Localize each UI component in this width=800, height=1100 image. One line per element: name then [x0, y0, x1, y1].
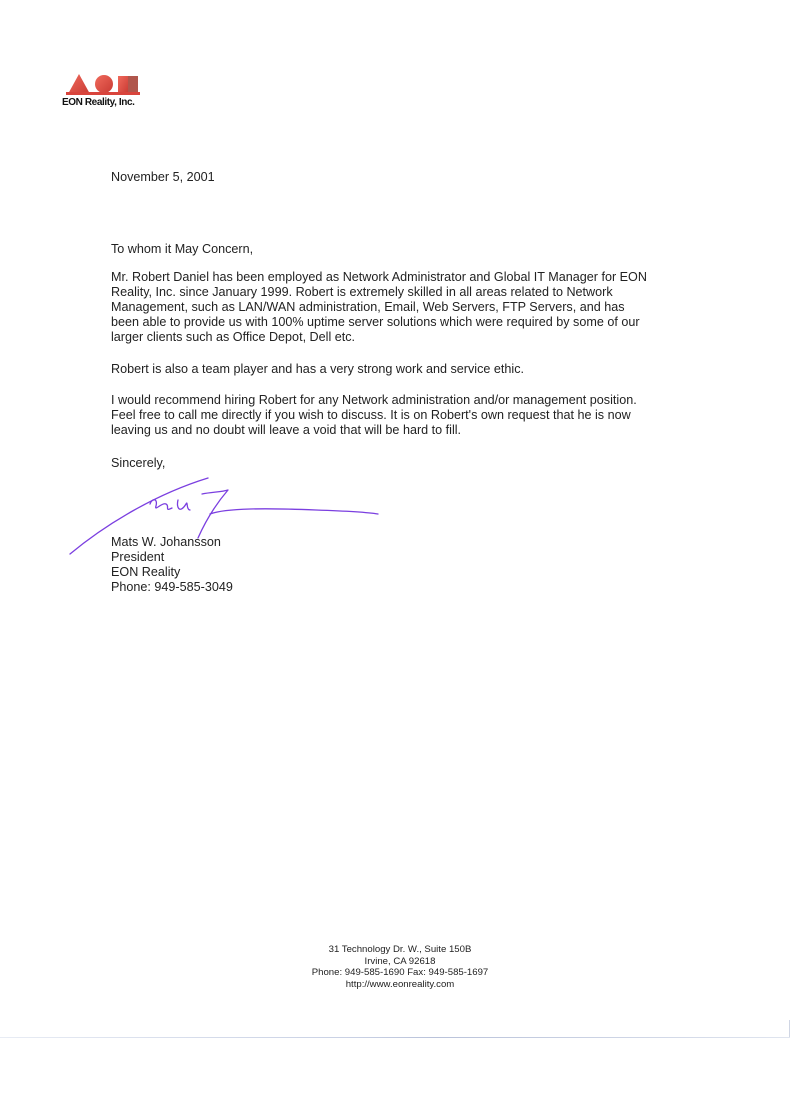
letterhead-footer: [250, 944, 550, 990]
footer-website: http://www.eonreality.com: [345, 978, 455, 990]
paragraph-line: I would recommend hiring Robert for any Network administration and/or management position.: [111, 393, 637, 407]
company-logo: [62, 72, 162, 112]
paragraph-line: Reality, Inc. since January 1999. Robert is extremely skilled in all areas related to Network: [111, 285, 613, 299]
footer-address-line1: 31 Technology Dr. W., Suite 150B: [328, 944, 472, 955]
paragraph-line: Mr. Robert Daniel has been employed as Network Administrator and Global IT Manager for EON: [111, 270, 647, 284]
paragraph-line: Robert is also a team player and has a very strong work and service ethic.: [111, 362, 524, 376]
paragraph-line: leaving us and no doubt will leave a void that will be hard to fill.: [111, 423, 462, 437]
letter-date: November 5, 2001: [111, 170, 215, 184]
closing: Sincerely,: [111, 456, 166, 470]
signer-phone: Phone: 949-585-3049: [111, 580, 233, 594]
salutation: To whom it May Concern,: [111, 242, 254, 256]
footer-phone-fax: Phone: 949-585-1690 Fax: 949-585-1697: [311, 967, 489, 979]
company-name: EON Reality, Inc.: [62, 97, 135, 108]
page-edge-divider: [0, 1037, 790, 1038]
paragraph-line: Feel free to call me directly if you wish to discuss. It is on Robert's own request that he is now: [111, 408, 631, 422]
paragraph-line: Management, such as LAN/WAN administration, Email, Web Servers, FTP Servers, and has: [111, 300, 625, 314]
paragraph-line: been able to provide us with 100% uptime server solutions which were required by some of our: [111, 315, 640, 329]
paragraph-line: larger clients such as Office Depot, Dell etc.: [111, 330, 356, 344]
signer-name: Mats W. Johansson: [111, 535, 221, 549]
eon-logo-icon: [66, 72, 142, 96]
page-edge-corner: [789, 1020, 790, 1037]
footer-address-line2: Irvine, CA 92618: [364, 955, 436, 967]
signer-title: President: [111, 550, 165, 564]
signer-company: EON Reality: [111, 565, 181, 579]
